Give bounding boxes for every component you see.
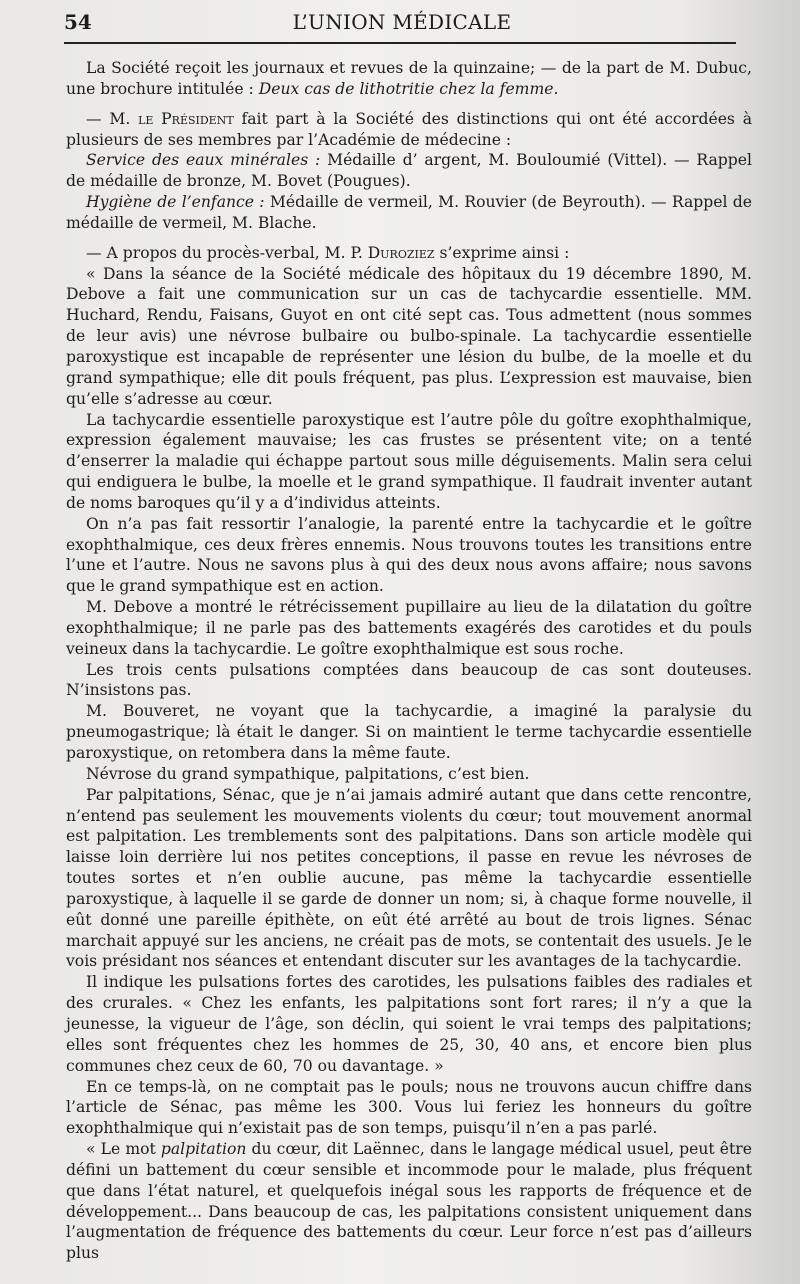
- text-run: Médaille de vermeil, M. Rouvier (de Beyrouth). — Rappel de médaille de vermeil, M. Blache.: [66, 193, 752, 232]
- paragraph-laennec: [66, 1139, 752, 1264]
- paragraph: Il indique les pulsations fortes des carotides, les pulsations faibles des radiales et des crurales. « Chez les enfants, les palpitations sont fort rares; il n’y a que la jeunesse, la vigueur de l’âge, son déclin, qui soient le vrai temps des palpitations; elles sont fréquentes chez les hommes de 25, 30, 40 ans, et encore bien plus communes chez ceux de 60, 70 ou davantage. »: [66, 973, 752, 1075]
- paragraph: M. Bouveret, ne voyant que la tachycardie, a imaginé la paralysie du pneumogastrique; là était le danger. Si on maintient le terme tachycardie essentielle paroxystique, on retombera dans la même faute.: [66, 702, 752, 762]
- text-run: fait part à la Société des distinctions qui ont été accordées à plusieurs de ses membres par l’Académie de médecine :: [66, 109, 752, 149]
- paragraph-mineral-waters: [66, 150, 752, 192]
- header-rule: [64, 42, 736, 44]
- article-body: [66, 58, 752, 1264]
- paragraph: En ce temps-là, on ne comptait pas le pouls; nous ne trouvons aucun chiffre dans l’article de Sénac, pas même les 300. Vous lui feriez les honneurs du goître exophthalmique qui n’existait pas de son temps, puisqu’il n’en a pas parlé.: [66, 1077, 752, 1138]
- section-label: Service des eaux minérales :: [86, 151, 321, 170]
- paragraph: Névrose du grand sympathique, palpitations, c’est bien.: [86, 764, 530, 783]
- text-run: du cœur, dit Laënnec, dans le langage médical usuel, peut être défini un battement du cœur sensible et incommode pour le malade, plus fréquent que dans l’état naturel, et quelquefois inégal sous les rapports de fréquence et de développement... Dans beaucoup de cas, les palpitations consistent uniquement dans l’augmentation de fréquence des battements du cœur. Leur force n’est pas d’ailleurs plus: [66, 1140, 752, 1263]
- paragraph-proces-verbal: [66, 243, 752, 264]
- page-number: 54: [64, 10, 92, 34]
- text-run: — A propos du procès-verbal, M. P.: [86, 243, 368, 262]
- section-label: Hygiène de l’enfance :: [86, 193, 265, 212]
- president-title: le Président: [138, 109, 234, 128]
- paragraph-journals: [66, 58, 752, 100]
- paragraph-child-hygiene: [66, 192, 752, 234]
- brochure-title: Deux cas de lithotritie chez la femme.: [258, 79, 559, 98]
- paragraph: M. Debove a montré le rétrécissement pupillaire au lieu de la dilatation du goître exophthalmique; il ne parle pas des battements exagérés des carotides et du pouls veineux dans la tachycardie. Le goître exophthalmique est sous roche.: [66, 598, 752, 658]
- paragraph: On n’a pas fait ressortir l’analogie, la parenté entre la tachycardie et le goître exophthalmique, ces deux frères ennemis. Nous trouvons toutes les transitions entre l’une et l’autre. Nous ne savons plus à qui des deux nous avons affaire; nous savons que le grand sympathique est en action.: [66, 514, 752, 596]
- paragraph: « Dans la séance de la Société médicale des hôpitaux du 19 décembre 1890, M. Debove a fait une communication sur un cas de tachycardie essentielle. MM. Huchard, Rendu, Faisans, Guyot en ont cité sept cas. Tous admettent (nous sommes de leur avis) une névrose bulbaire ou bulbo-spinale. La tachycardie essentielle paroxystique est incapable de représenter une lésion du bulbe, de la moelle et du grand sympathique; elle dit pouls fréquent, pas plus. L’expression est mauvaise, bien qu’elle s’adresse au cœur.: [66, 264, 752, 408]
- text-run: Médaille d’ argent, M. Bouloumié (Vittel). — Rappel de médaille de bronze, M. Bovet (Pougues).: [66, 151, 752, 191]
- text-run: s’exprime ainsi :: [434, 243, 570, 262]
- paragraph-president: [66, 109, 752, 151]
- text-run: — M.: [86, 109, 139, 128]
- emphasis: palpitation: [160, 1140, 247, 1159]
- paragraph: Les trois cents pulsations comptées dans beaucoup de cas sont douteuses. N’insistons pas.: [66, 660, 752, 700]
- text-run: « Le mot: [86, 1140, 161, 1159]
- author-name: Duroziez: [367, 243, 435, 262]
- running-title: L’UNION MÉDICALE: [292, 10, 512, 34]
- paragraph: La tachycardie essentielle paroxystique est l’autre pôle du goître exophthalmique, expression également mauvaise; les cas frustes se présentent vite; on a tenté d’enserrer la maladie qui échappe partout sous mille déguisements. Malin sera celui qui endiguera le bulbe, la moelle et le grand sympathique. Il faudrait inventer autant de noms baroques qu’il y a d’individus atteints.: [66, 410, 752, 512]
- text-run: La Société reçoit les journaux et revues de la quinzaine; — de la part de M. Dubuc, une brochure intitulée :: [66, 59, 752, 98]
- paragraph: Par palpitations, Sénac, que je n’ai jamais admiré autant que dans cette rencontre, n’entend pas seulement les mouvements violents du cœur; tout mouvement anormal est palpitation. Les tremblements sont des palpitations. Dans son article modèle qui laisse loin derrière lui nos petites conceptions, il passe en revue les névroses de toutes sortes et n’en oublie aucune, pas même la tachycardie essentielle paroxystique, à laquelle il se garde de donner un nom; si, à chaque forme nouvelle, il eût donné une pareille épithète, on eût été arrêté au bout de trois lignes. Sénac marchait appuyé sur les anciens, ne créait pas de mots, se contentait des usuels. Je le vois présidant nos séances et entendant discuter sur les avantages de la tachycardie.: [66, 785, 752, 971]
- page-header: [64, 10, 740, 36]
